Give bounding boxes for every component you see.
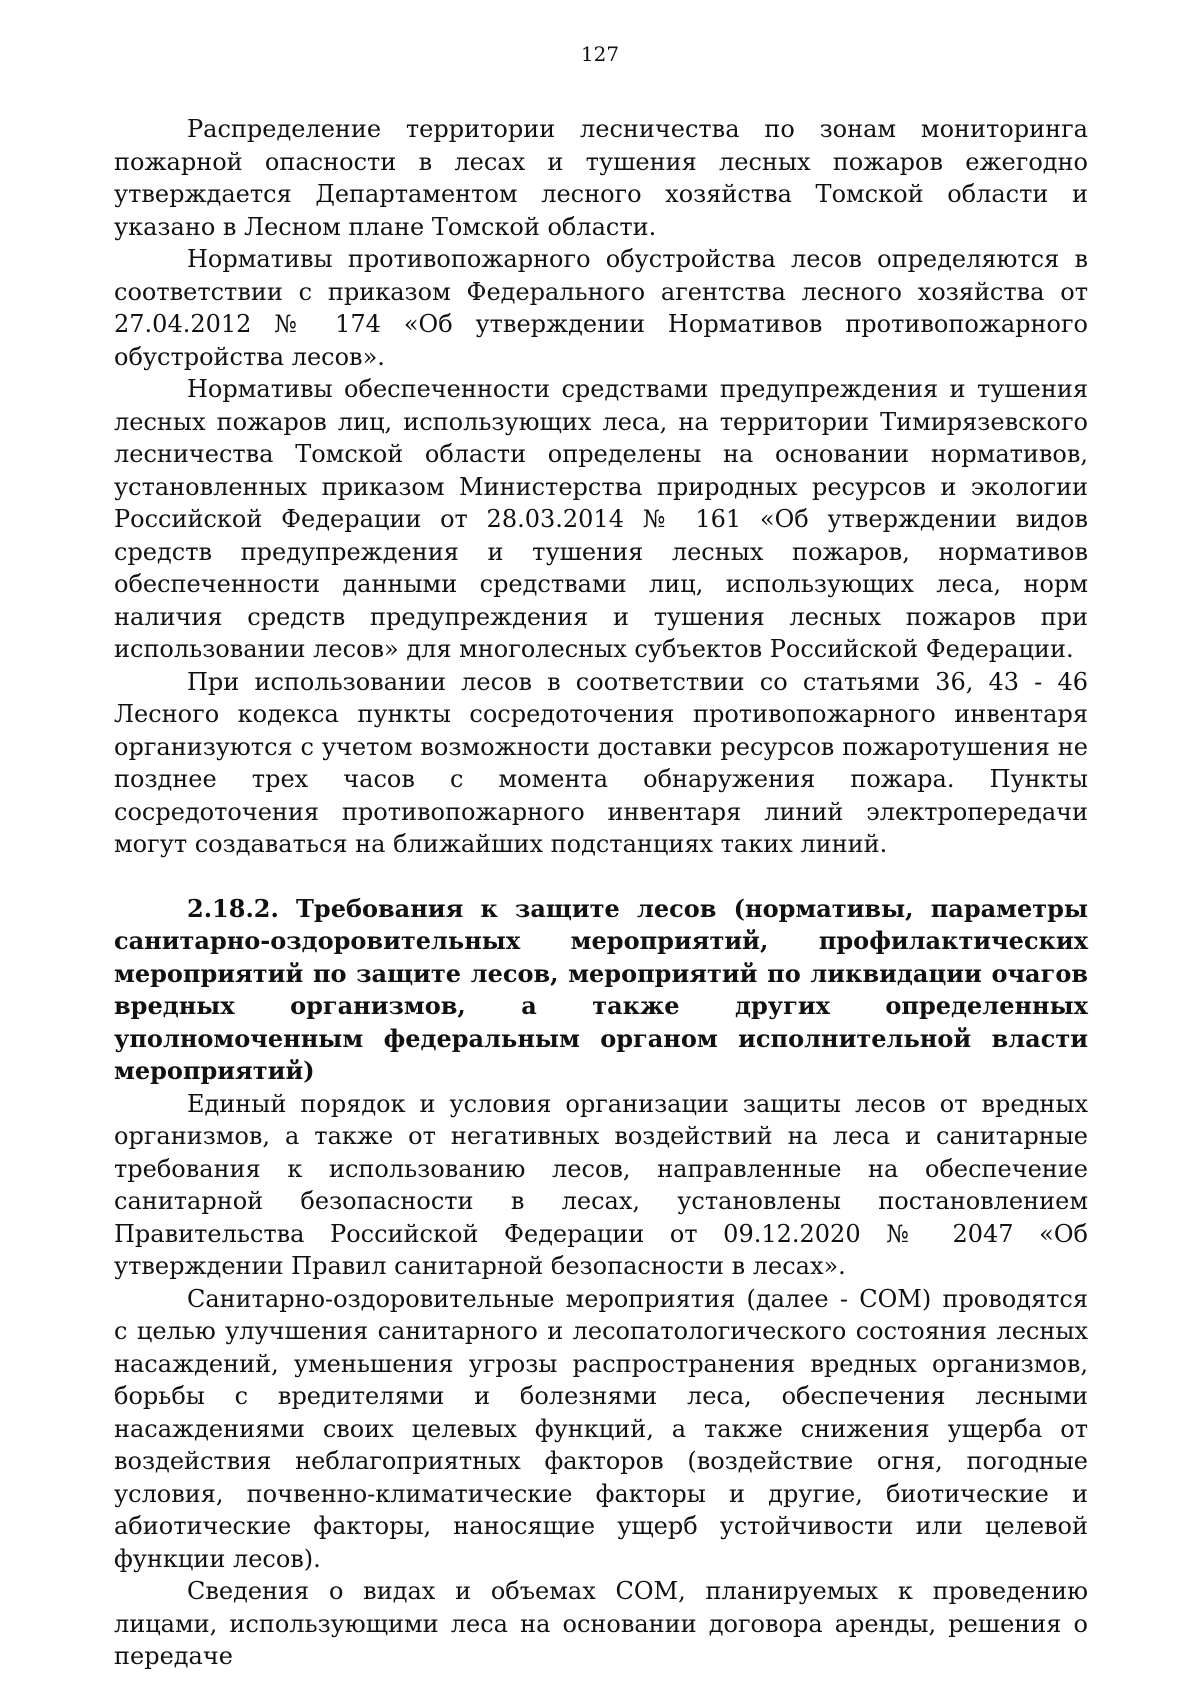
paragraph-som-definition: Санитарно-оздоровительные мероприятия (далее - СОМ) проводятся с целью улучшения санитарного и лесопатологического состояния лесных насаждений, уменьшения угрозы распространения вредных организмов, борьбы с вредителями и болезнями леса, обеспечения лесными насаждениями своих целевых функций, а также снижения ущерба от воздействия неблагоприятных факторов (воздействие огня, погодные условия, почвенно-климатические факторы и другие, биотические и абиотические факторы, наносящие ущерб устойчивости или целевой функции лесов). (114, 1284, 1088, 1573)
section-heading: 2.18.2. Требования к защите лесов (нормативы, параметры санитарно-оздоровительных мероприятий, профилактических мероприятий по защите лесов, мероприятий по ликвидации очагов вредных организмов, а также других определенных уполномоченным федеральным органом исполнительной власти мероприятий) (114, 893, 1088, 1085)
paragraph-fire-prevention-norms: Нормативы противопожарного обустройства лесов определяются в соответствии с приказом Федерального агентства лесного хозяйства от 27.04.2012 № 174 «Об утверждении Нормативов противопожарного обустройства лесов». (114, 245, 1088, 371)
page-content (114, 113, 1088, 1673)
page-number: 127 (580, 42, 620, 66)
paragraph-equipment-points: При использовании лесов в соответствии со статьями 36, 43 - 46 Лесного кодекса пункты сосредоточения противопожарного инвентаря организуются с учетом возможности доставки ресурсов пожаротушения не позднее трех часов с момента обнаружения пожара. Пункты сосредоточения противопожарного инвентаря линий электропередачи могут создаваться на ближайших подстанциях таких линий. (114, 667, 1088, 858)
paragraph-som-volumes: Сведения о видах и объемах СОМ, планируемых к проведению лицами, использующими леса на основании договора аренды, решения о передаче (114, 1577, 1088, 1670)
paragraph-fire-equipment-norms: Нормативы обеспеченности средствами предупреждения и тушения лесных пожаров лиц, использующих леса, на территории Тимирязевского лесничества Томской области определены на основании нормативов, установленных приказом Министерства природных ресурсов и экологии Российской Федерации от 28.03.2014 № 161 «Об утверждении видов средств предупреждения и тушения лесных пожаров, нормативов обеспеченности данными средствами лиц, использующих леса, норм наличия средств предупреждения и тушения лесных пожаров при использовании лесов» для многолесных субъектов Российской Федерации. (114, 375, 1088, 663)
section-spacer (114, 861, 1088, 893)
paragraph-fire-zones: Распределение территории лесничества по зонам мониторинга пожарной опасности в лесах и тушения лесных пожаров ежегодно утверждается Департаментом лесного хозяйства Томской области и указано в Лесном плане Томской области. (114, 115, 1088, 241)
paragraph-sanitary-rules: Единый порядок и условия организации защиты лесов от вредных организмов, а также от негативных воздействий на леса и санитарные требования к использованию лесов, направленные на обеспечение санитарной безопасности в лесах, установлены постановлением Правительства Российской Федерации от 09.12.2020 № 2047 «Об утверждении Правил санитарной безопасности в лесах». (114, 1089, 1088, 1280)
